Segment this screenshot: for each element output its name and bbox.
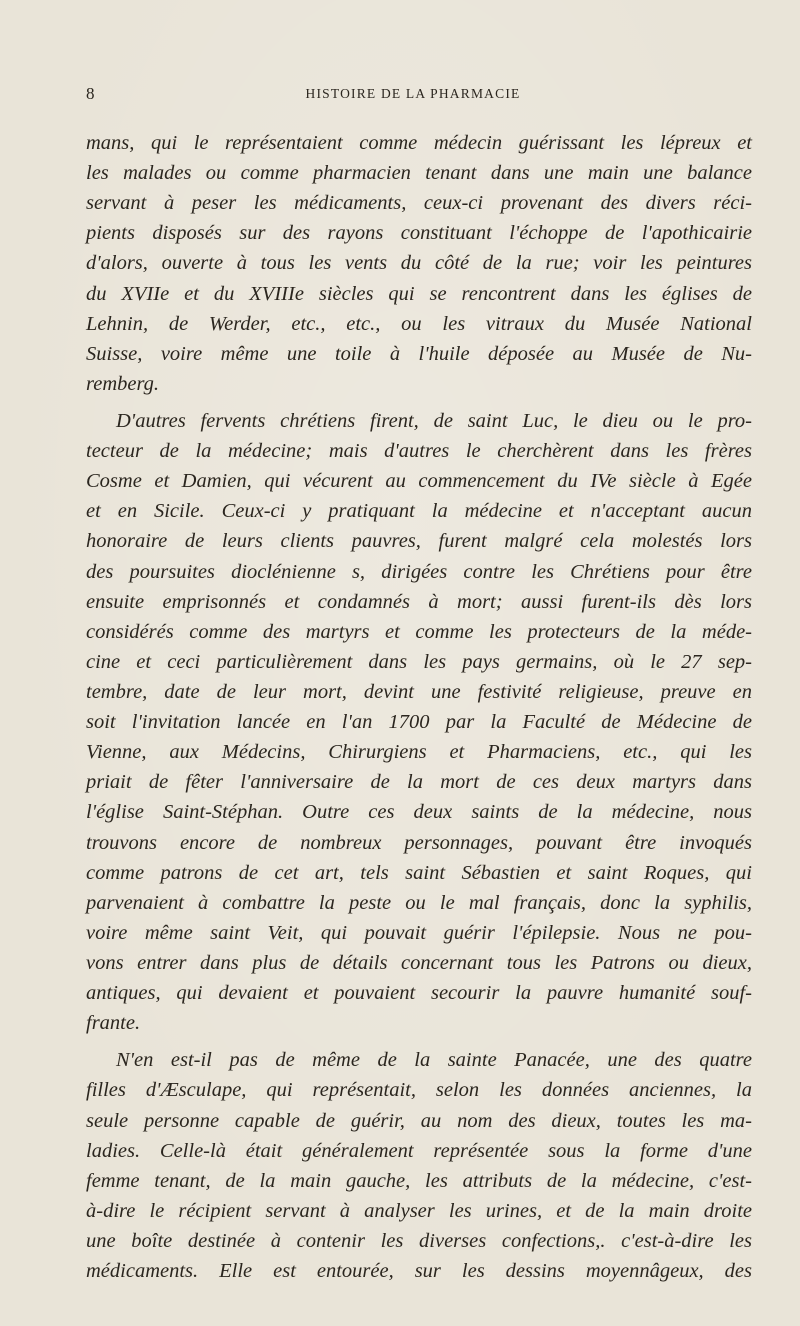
running-head: HISTOIRE DE LA PHARMACIE: [305, 86, 521, 101]
text-line: Suisse, voire même une toile à l'huile déposée au Musée de Nu-: [86, 342, 752, 365]
page-number: 8: [86, 84, 95, 103]
text-line: considérés comme des martyrs et comme les protecteurs de la méde-: [86, 620, 752, 643]
text-line: une boîte destinée à contenir les diverses confections,. c'est-à-dire les: [86, 1229, 752, 1252]
text-line: Cosme et Damien, qui vécurent au commencement du IVe siècle à Egée: [86, 470, 752, 493]
text-line: les malades ou comme pharmacien tenant dans une main une balance: [86, 162, 752, 185]
text-line: des poursuites dioclénienne s, dirigées contre les Chrétiens pour être: [86, 560, 752, 583]
text-line: vons entrer dans plus de détails concernant tous les Patrons ou dieux,: [86, 951, 752, 974]
text-line: trouvons encore de nombreux personnages, pouvant être invoqués: [86, 831, 752, 854]
text-line: Lehnin, de Werder, etc., etc., ou les vitraux du Musée National: [86, 312, 752, 335]
text-line: médicaments. Elle est entourée, sur les dessins moyennâgeux, des: [86, 1260, 752, 1283]
text-line: ensuite emprisonnés et condamnés à mort; aussi furent-ils dès lors: [86, 590, 752, 613]
text-line: antiques, qui devaient et pouvaient secourir la pauvre humanité souf-: [86, 982, 752, 1005]
text-line: d'alors, ouverte à tous les vents du côté de la rue; voir les peintures: [86, 252, 752, 275]
text-line: pients disposés sur des rayons constituant l'échoppe de l'apothicairie: [86, 222, 752, 245]
text-line: Vienne, aux Médecins, Chirurgiens et Pharmaciens, etc., qui les: [86, 741, 752, 764]
text-line: parvenaient à combattre la peste ou le mal français, donc la syphilis,: [86, 891, 752, 914]
page-header: [86, 84, 740, 106]
text-line: seule personne capable de guérir, au nom des dieux, toutes les ma-: [86, 1109, 752, 1132]
text-line: tecteur de la médecine; mais d'autres le cherchèrent dans les frères: [86, 440, 752, 463]
text-line: servant à peser les médicaments, ceux-ci provenant des divers réci-: [86, 192, 752, 215]
text-line: ladies. Celle-là était généralement représentée sous la forme d'une: [86, 1139, 752, 1162]
text-line: voire même saint Veit, qui pouvait guérir l'épilepsie. Nous ne pou-: [86, 921, 752, 944]
text-line: frante.: [86, 1012, 141, 1035]
text-line: comme patrons de cet art, tels saint Sébastien et saint Roques, qui: [86, 861, 752, 884]
text-line: tembre, date de leur mort, devint une festivité religieuse, preuve en: [86, 680, 752, 703]
text-line: l'église Saint-Stéphan. Outre ces deux saints de la médecine, nous: [86, 801, 752, 824]
text-line: mans, qui le représentaient comme médecin guérissant les lépreux et: [86, 132, 752, 154]
text-line: cine et ceci particulièrement dans les pays germains, où le 27 sep-: [86, 650, 752, 673]
text-line: D'autres fervents chrétiens firent, de saint Luc, le dieu ou le pro-: [116, 409, 752, 432]
body-text: [86, 128, 752, 1286]
text-line: priait de fêter l'anniversaire de la mort de ces deux martyrs dans: [86, 771, 752, 794]
text-line: femme tenant, de la main gauche, les attributs de la médecine, c'est-: [86, 1169, 752, 1192]
text-line: remberg.: [86, 372, 160, 395]
text-line: soit l'invitation lancée en l'an 1700 par la Faculté de Médecine de: [86, 711, 752, 734]
text-line: filles d'Æsculape, qui représentait, selon les données anciennes, la: [86, 1079, 752, 1102]
text-line: et en Sicile. Ceux-ci y pratiquant la médecine et n'acceptant aucun: [86, 500, 752, 523]
text-line: N'en est-il pas de même de la sainte Panacée, une des quatre: [116, 1049, 752, 1072]
text-line: à-dire le récipient servant à analyser les urines, et de la main droite: [86, 1199, 752, 1222]
text-line: honoraire de leurs clients pauvres, furent malgré cela molestés lors: [86, 530, 752, 553]
text-line: du XVIIe et du XVIIIe siècles qui se rencontrent dans les églises de: [86, 282, 752, 305]
